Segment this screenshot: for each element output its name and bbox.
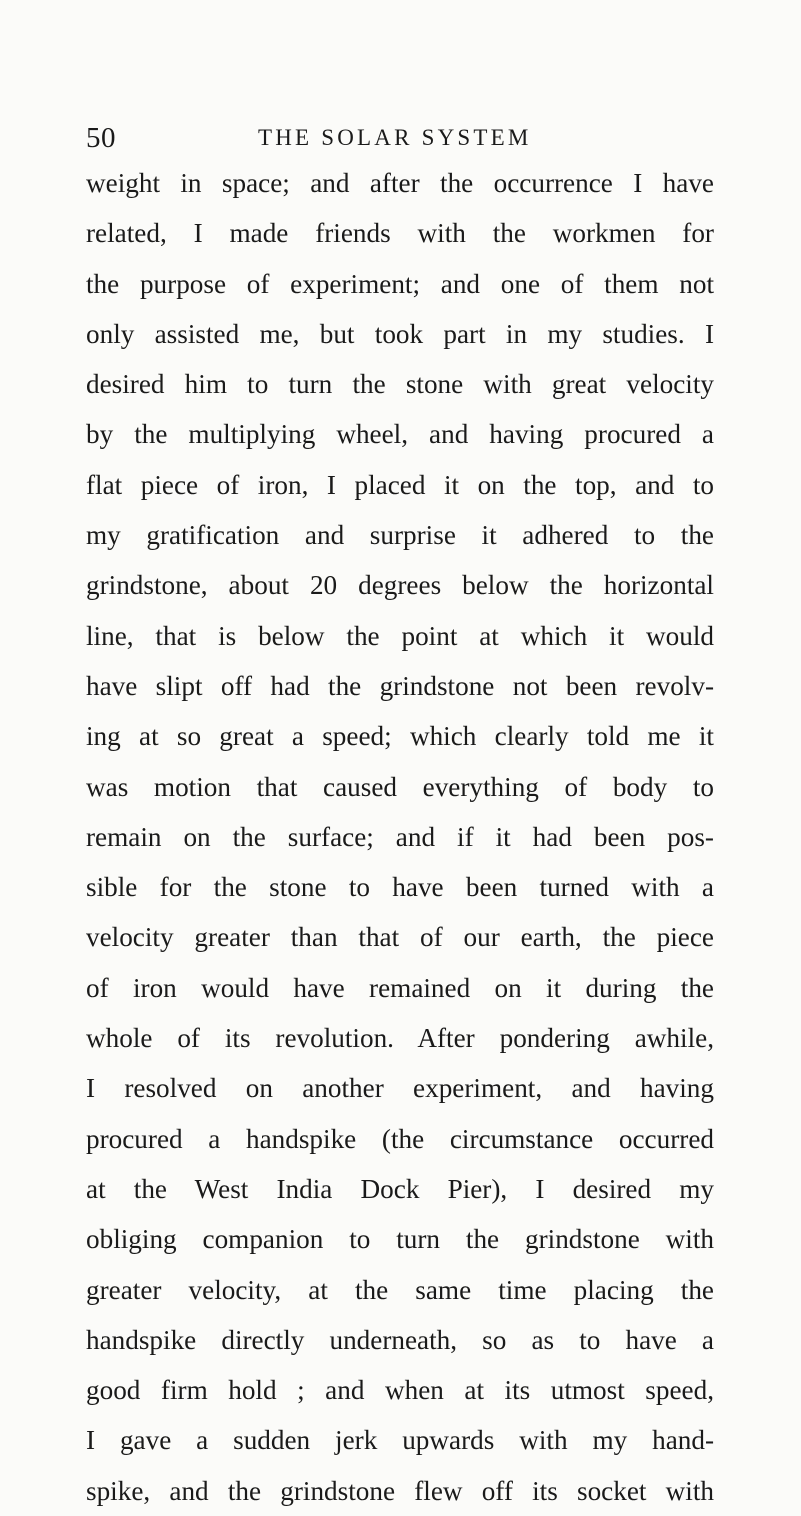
running-head <box>0 118 801 158</box>
text-line: the purpose of experiment; and one of them not <box>86 268 714 299</box>
text-line: velocity greater than that of our earth, the piece <box>86 922 714 953</box>
text-line: sible for the stone to have been turned with a <box>86 872 714 903</box>
text-line: ing at so great a speed; which clearly told me it <box>86 721 714 752</box>
text-line: I resolved on another experiment, and having <box>86 1073 714 1104</box>
body-text <box>86 158 714 1516</box>
text-line: I gave a sudden jerk upwards with my hand- <box>86 1425 714 1456</box>
text-line: line, that is below the point at which it would <box>86 620 714 651</box>
text-line: desired him to turn the stone with great velocity <box>86 369 714 400</box>
text-line: whole of its revolution. After pondering awhile, <box>86 1023 714 1054</box>
text-line: was motion that caused everything of body to <box>86 771 714 802</box>
page-number: 50 <box>86 122 116 154</box>
text-line: procured a handspike (the circumstance occurred <box>86 1123 714 1154</box>
text-line: only assisted me, but took part in my studies. I <box>86 318 714 349</box>
text-line: handspike directly underneath, so as to have a <box>86 1324 714 1355</box>
text-line: good firm hold ; and when at its utmost speed, <box>86 1375 714 1406</box>
text-line: related, I made friends with the workmen for <box>86 218 714 249</box>
text-line: remain on the surface; and if it had been pos- <box>86 821 714 852</box>
text-line: obliging companion to turn the grindstone with <box>86 1224 714 1255</box>
text-line: my gratification and surprise it adhered to the <box>86 520 714 551</box>
text-line: at the West India Dock Pier), I desired my <box>86 1173 714 1204</box>
text-line: spike, and the grindstone flew off its socket with <box>86 1475 714 1506</box>
text-line: weight in space; and after the occurrence I have <box>86 168 714 198</box>
text-line: of iron would have remained on it during the <box>86 972 714 1003</box>
text-line: have slipt off had the grindstone not been revolv- <box>86 670 714 701</box>
running-title: THE SOLAR SYSTEM <box>258 125 532 150</box>
text-line: greater velocity, at the same time placing the <box>86 1274 714 1305</box>
text-line: by the multiplying wheel, and having procured a <box>86 419 714 450</box>
text-line: grindstone, about 20 degrees below the horizontal <box>86 570 714 601</box>
text-line: flat piece of iron, I placed it on the top, and to <box>86 469 714 500</box>
